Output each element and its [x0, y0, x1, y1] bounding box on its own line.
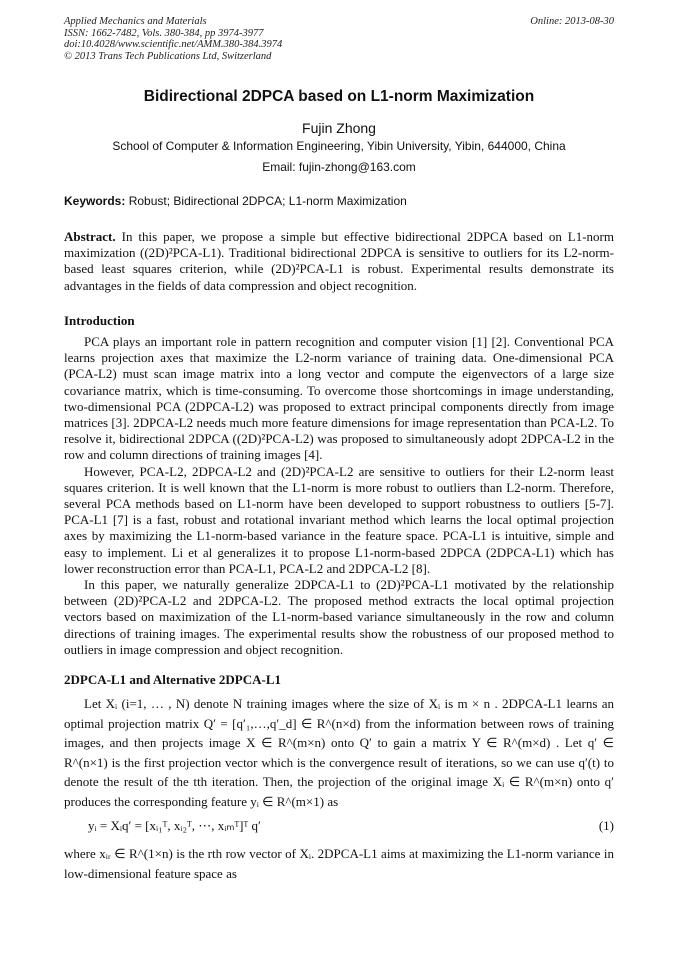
intro-paragraph-3: In this paper, we naturally generalize 2DPCA-L1 to (2D)²PCA-L1 motivated by the relationship between (2D)²PCA-L2 and 2DPCA-L2. The proposed method extracts the local optimal projection vectors based on maximization of the L1-norm-based variance simultaneously in the row and column directions of training images. The experimental results show the robustness of our proposed method to outliers in image compression and object recognition.	[64, 577, 614, 657]
author-name: Fujin Zhong	[302, 120, 376, 136]
keywords	[64, 194, 407, 208]
section2-paragraph-1: Let Xᵢ (i=1, … , N) denote N training images where the size of Xᵢ is m × n . 2DPCA-L1 learns an optimal projection matrix Q′ = [q′₁,…,q′_d] ∈ R^(n×d) from the information between rows of training images, and then projects image X ∈ R^(m×n) onto Q′ to gain a matrix Y ∈ R^(m×d) . Let q′ ∈ R^(n×1) is the first projection vector which is the convergence result of iterations, so we can use q′(t) to denote the result of the tth iteration. Then, the projection of the original image Xᵢ ∈ R^(m×n) onto q′ produces the corresponding feature yᵢ ∈ R^(m×1) as	[64, 696, 614, 809]
section2-paragraph-2: where xᵢᵣ ∈ R^(1×n) is the rth row vector of Xᵢ. 2DPCA-L1 aims at maximizing the L1-norm variance in low-dimensional feature space as	[64, 846, 614, 881]
abstract	[64, 229, 614, 294]
copyright-line: © 2013 Trans Tech Publications Ltd, Switzerland	[64, 50, 272, 62]
keywords-text: Robust; Bidirectional 2DPCA; L1-norm Maximization	[128, 194, 407, 208]
journal-header	[64, 16, 282, 62]
journal-name: Applied Mechanics and Materials	[64, 16, 207, 27]
online-date: Online: 2013-08-30	[530, 16, 614, 27]
equation-number: (1)	[598, 818, 614, 833]
doi-line: doi:10.4028/www.scientific.net/AMM.380-384.3974	[64, 39, 283, 50]
section2-heading: 2DPCA-L1 and Alternative 2DPCA-L1	[64, 672, 282, 687]
keywords-label: Keywords:	[64, 194, 126, 208]
equation-1: yᵢ = Xᵢq′ = [xᵢ₁ᵀ, xᵢ₂ᵀ, ⋯, xᵢₘᵀ]ᵀ q′	[88, 818, 261, 833]
intro-paragraph-2: However, PCA-L2, 2DPCA-L2 and (2D)²PCA-L2 are sensitive to outliers for their L2-norm least squares criterion. It is well known that the L1-norm is more robust to outliers than L2-norm. Therefore, several PCA methods based on L1-norm have been developed to support robustness to outliers [5-7]. PCA-L1 [7] is a fast, robust and rotational invariant method which learns the local optimal projection axes by maximizing the L1-norm-based variance in the feature space. PCA-L1 is intuitive, simple and easy to implement. Li et al generalizes it to propose L1-norm-based 2DPCA (2DPCA-L1) which has lower reconstruction error than PCA-L1, PCA-L2 and 2DPCA-L2 [8].	[64, 463, 614, 576]
author-email: Email: fujin-zhong@163.com	[262, 160, 416, 174]
issn-line: ISSN: 1662-7482, Vols. 380-384, pp 3974-3977	[64, 27, 264, 39]
introduction-body	[64, 334, 614, 658]
section2-body-2	[64, 844, 614, 883]
paper-title: Bidirectional 2DPCA based on L1-norm Maximization	[143, 88, 535, 105]
abstract-label: Abstract.	[64, 229, 116, 244]
intro-paragraph-1: PCA plays an important role in pattern recognition and computer vision [1] [2]. Conventional PCA learns projection axes that maximize the L2-norm variance of training data. One-dimensional PCA (PCA-L2) must scan image matrix into a long vector and compute the eigenvectors of a large size covariance matrix, which is time-consuming. To overcome those shortcomings in image understanding, two-dimensional PCA (2DPCA-L2) was proposed to extract principal components directly from image matrices [3]. 2DPCA-L2 needs much more feature dimensions for image representation than PCA-L2. To resolve it, bidirectional 2DPCA ((2D)²PCA-L2) was proposed to simultaneously adopt 2DPCA-L2 in the row and column directions of training images [4].	[64, 334, 614, 463]
introduction-heading: Introduction	[64, 313, 135, 328]
section2-body	[64, 694, 614, 811]
affiliation: School of Computer & Information Engineering, Yibin University, Yibin, 644000, China	[112, 139, 566, 153]
abstract-text: In this paper, we propose a simple but effective bidirectional 2DPCA based on L1-norm maximization ((2D)²PCA-L1). Traditional bidirectional 2DPCA is sensitive to outliers for its L2-norm-based least squares criterion, while (2D)²PCA-L1 is robust. Experimental results demonstrate its advantages in the fields of data compression and object recognition.	[64, 229, 615, 293]
